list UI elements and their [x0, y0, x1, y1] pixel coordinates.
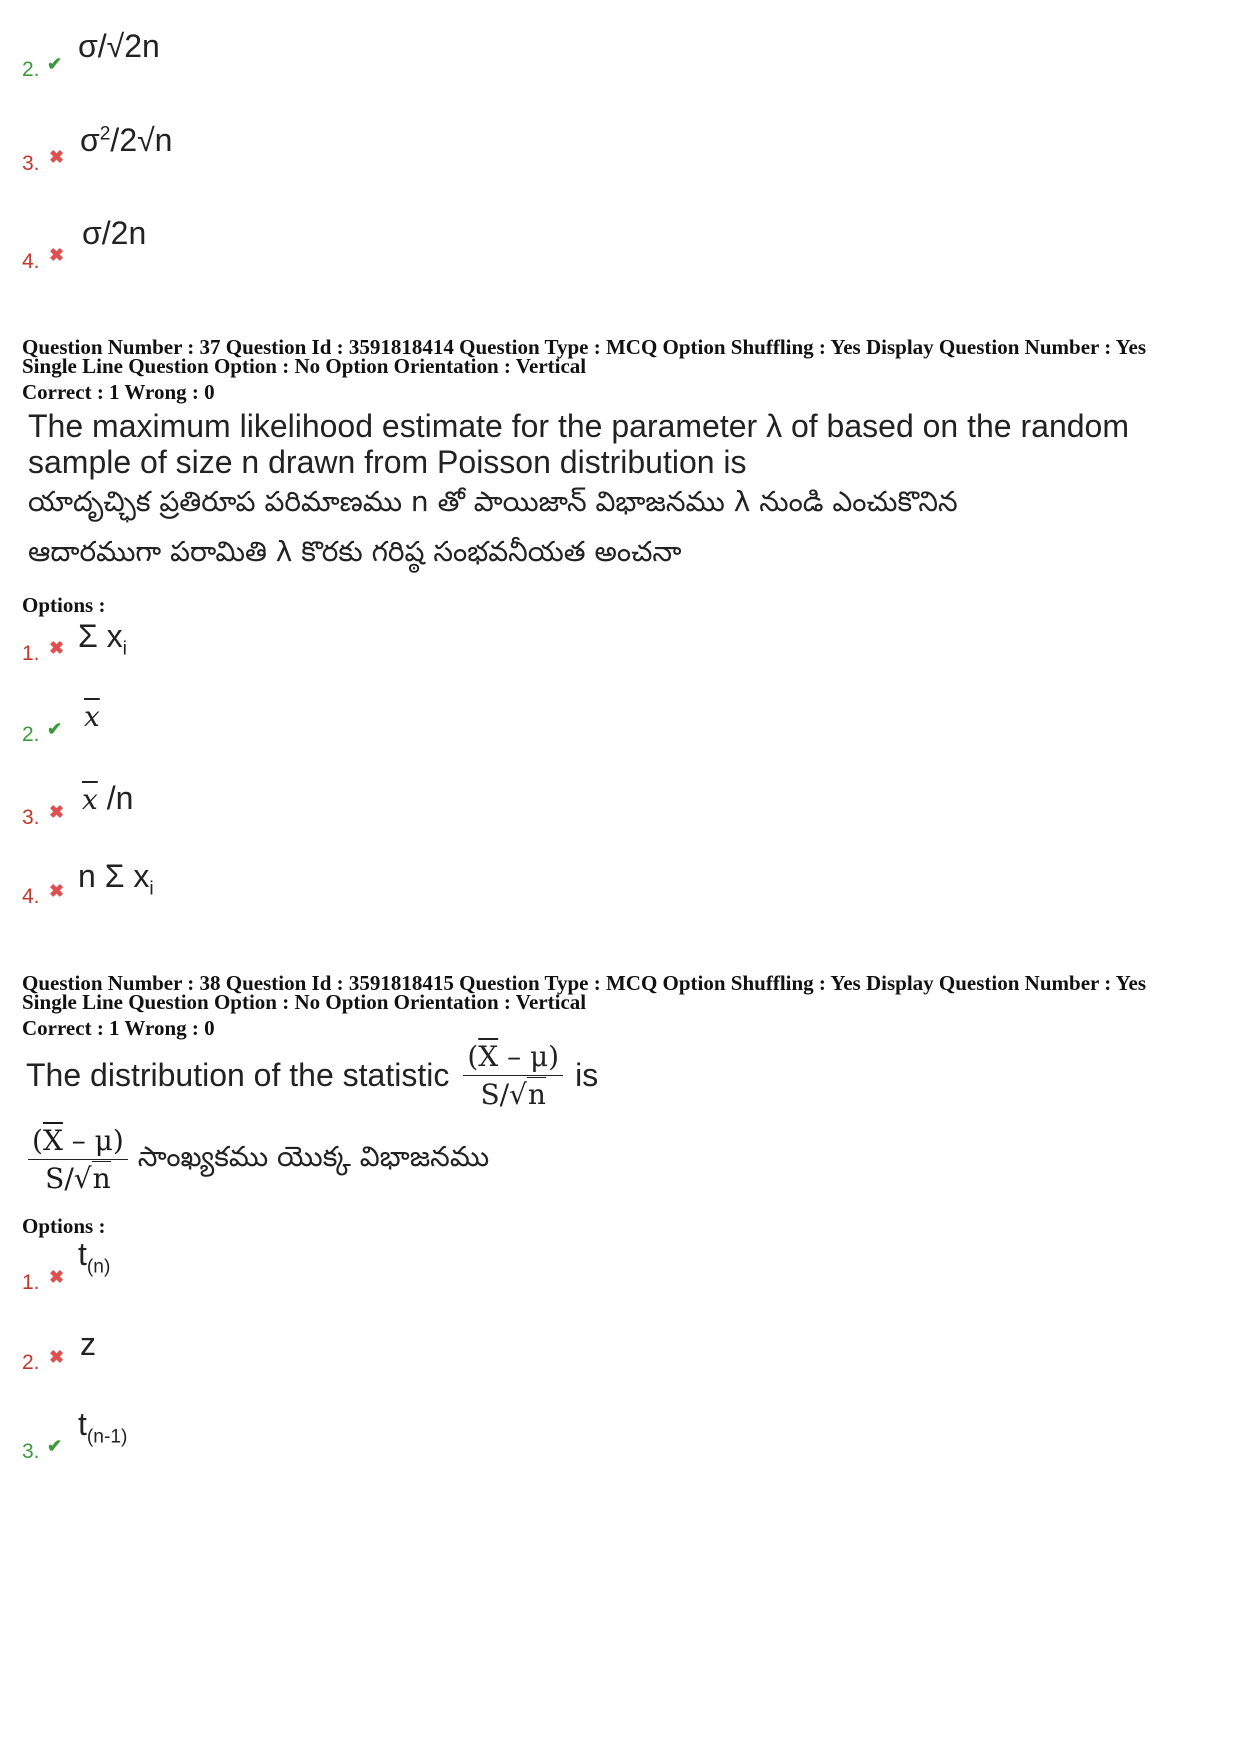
question-meta: Single Line Question Option : No Option Orientation : Vertical: [22, 990, 587, 1014]
cross-icon: ✖: [49, 245, 65, 265]
option-number: 1.: [22, 642, 40, 665]
cross-icon: ✖: [49, 147, 65, 167]
option-text: $t_{(n-1)}$: [78, 1406, 128, 1448]
statistic-fraction: $\frac{(\overline{X} - \mu)}{S/√n}$: [28, 1124, 128, 1195]
question-text-segment: సాంఖ్యకము యొక్క విభాజనము: [137, 1139, 490, 1173]
option-number: 4.: [22, 250, 40, 273]
question-meta: Single Line Question Option : No Option Orientation : Vertical: [22, 354, 587, 378]
option-text: z: [80, 1326, 96, 1362]
question-text-en: The maximum likelihood estimate for the parameter λ of based on the random: [28, 408, 1129, 444]
question-marks: Correct : 1 Wrong : 0: [22, 1016, 215, 1040]
check-icon: ✔: [47, 1436, 63, 1456]
question-meta: Question Number : 37 Question Id : 3591818414 Question Type : MCQ Option Shuffling : Yes Display Question Number : Yes: [22, 335, 1147, 359]
question-text-te: [28, 1124, 489, 1195]
question-text-te: ఆదారముగా పరామితి λ కొరకు గరిష్ఠ సంభవనీయత అంచనా: [28, 535, 682, 568]
option-number: 3.: [22, 806, 40, 829]
options-label: Options :: [22, 593, 106, 617]
check-icon: ✔: [47, 54, 63, 74]
options-label: Options :: [22, 1214, 106, 1238]
option-text: Σ $x_i$: [78, 618, 127, 660]
option-text: σ/√2n: [78, 28, 160, 64]
cross-icon: ✖: [49, 1267, 65, 1287]
question-marks: Correct : 1 Wrong : 0: [22, 380, 215, 404]
question-meta: Question Number : 38 Question Id : 3591818415 Question Type : MCQ Option Shuffling : Yes Display Question Number : Yes: [22, 971, 1147, 995]
question-text-en: [26, 1040, 598, 1111]
option-number: 3.: [22, 1440, 40, 1463]
question-text-te: యాదృచ్ఛిక ప్రతిరూప పరిమాణము n తో పాయిజాన్ విభాజనము λ నుండి ఎంచుకొనిన: [28, 485, 958, 518]
statistic-fraction: $\frac{(\overline{X} - \mu)}{S/√n}$: [463, 1040, 563, 1111]
option-text: σ/2n: [82, 215, 147, 251]
option-number: 1.: [22, 1271, 40, 1294]
option-number: 3.: [22, 152, 40, 175]
option-text: $\sigma^2/2√n$: [80, 122, 173, 158]
option-text: $\overline{x}$ /n: [82, 780, 134, 816]
question-text-segment: The distribution of the statistic: [26, 1057, 450, 1093]
option-text: $\overline{x}$: [84, 700, 100, 733]
option-text: $t_{(n)}$: [78, 1236, 111, 1278]
check-icon: ✔: [47, 719, 63, 739]
option-number: 2.: [22, 723, 40, 746]
option-number: 2.: [22, 58, 40, 81]
option-number: 2.: [22, 1351, 40, 1374]
cross-icon: ✖: [49, 638, 65, 658]
cross-icon: ✖: [49, 802, 65, 822]
option-text: n Σ $x_i$: [78, 858, 154, 900]
cross-icon: ✖: [49, 881, 65, 901]
question-text-segment: is: [575, 1057, 599, 1093]
option-number: 4.: [22, 885, 40, 908]
question-text-en: sample of size n drawn from Poisson distribution is: [28, 444, 747, 480]
cross-icon: ✖: [49, 1347, 65, 1367]
